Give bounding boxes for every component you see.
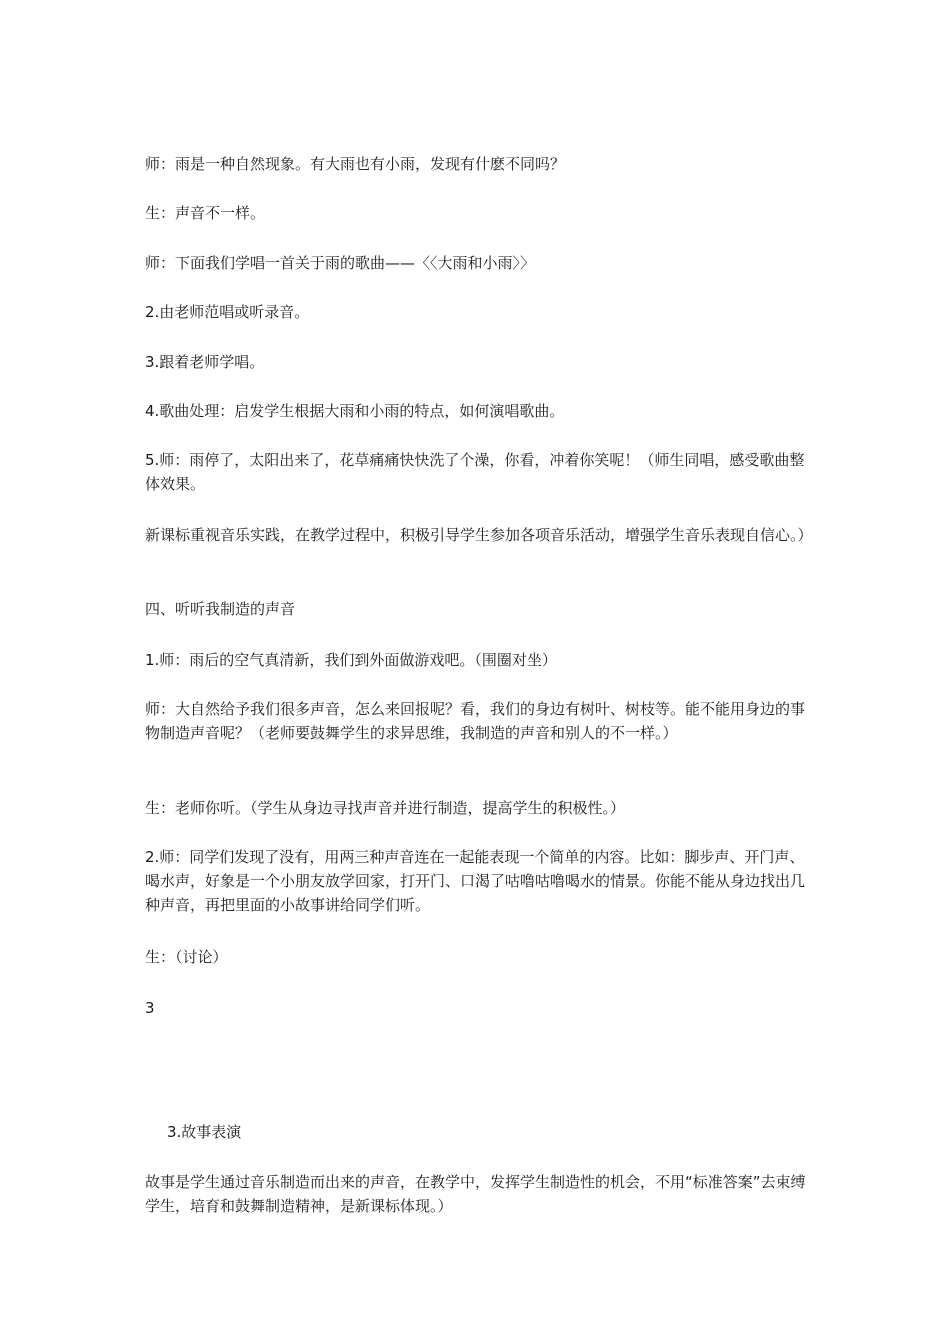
paragraph-curriculum-note: 新课标重视音乐实践，在教学过程中，积极引导学生参加各项音乐活动，增强学生音乐表现自信心。）: [145, 526, 813, 544]
paragraph-step-3: 3.跟着老师学唱。: [145, 353, 265, 371]
paragraph-sound-different: 生：声音不一样。: [145, 204, 266, 222]
paragraph-step-4: 4.歌曲处理：启发学生根据大雨和小雨的特点，如何演唱歌曲。: [145, 402, 565, 420]
paragraph-story-performance: 3.故事表演: [167, 1123, 242, 1141]
paragraph-outdoor-game: 1.师：雨后的空气真清新，我们到外面做游戏吧。（围圈对坐）: [145, 651, 557, 669]
page-number: 3: [145, 999, 155, 1017]
paragraph-student-listen: 生：老师你听。（学生从身边寻找声音并进行制造，提高学生的积极性。）: [145, 799, 626, 817]
paragraph-song-intro: 师：下面我们学唱一首关于雨的歌曲——〈〈大雨和小雨〉〉: [145, 254, 536, 272]
paragraph-combine-sounds: 2.师：同学们发现了没有，用两三种声音连在一起能表现一个简单的内容。比如：脚步声、开门声、喝水声，好象是一个小朋友放学回家，打开门、口渴了咕噜咕噜喝水的情景。你能不能从身边找出几种声音，再把里面的小故事讲给同学们听。: [145, 848, 806, 914]
paragraph-rain-question: 师：雨是一种自然现象。有大雨也有小雨，发现有什麽不同吗？: [145, 155, 566, 173]
paragraph-step-5: 5.师：雨停了，太阳出来了，花草痛痛快快洗了个澡，你看，冲着你笑呢！（师生同唱，感受歌曲整体效果。: [145, 451, 805, 493]
paragraph-story-note: 故事是学生通过音乐制造而出来的声音，在教学中，发挥学生制造性的机会，不用“标准答案”去束缚学生，培育和鼓舞制造精神，是新课标体现。）: [145, 1173, 806, 1215]
paragraph-discussion: 生：（讨论）: [145, 948, 228, 966]
paragraph-step-2: 2.由老师范唱或听录音。: [145, 303, 310, 321]
paragraph-nature-sounds: 师：大自然给予我们很多声音，怎么来回报呢？看，我们的身边有树叶、树枝等。能不能用身边的事物制造声音呢？（老师要鼓舞学生的求异思维，我制造的声音和别人的不一样。）: [145, 700, 806, 742]
section-heading-four: 四、听听我制造的声音: [145, 600, 296, 618]
